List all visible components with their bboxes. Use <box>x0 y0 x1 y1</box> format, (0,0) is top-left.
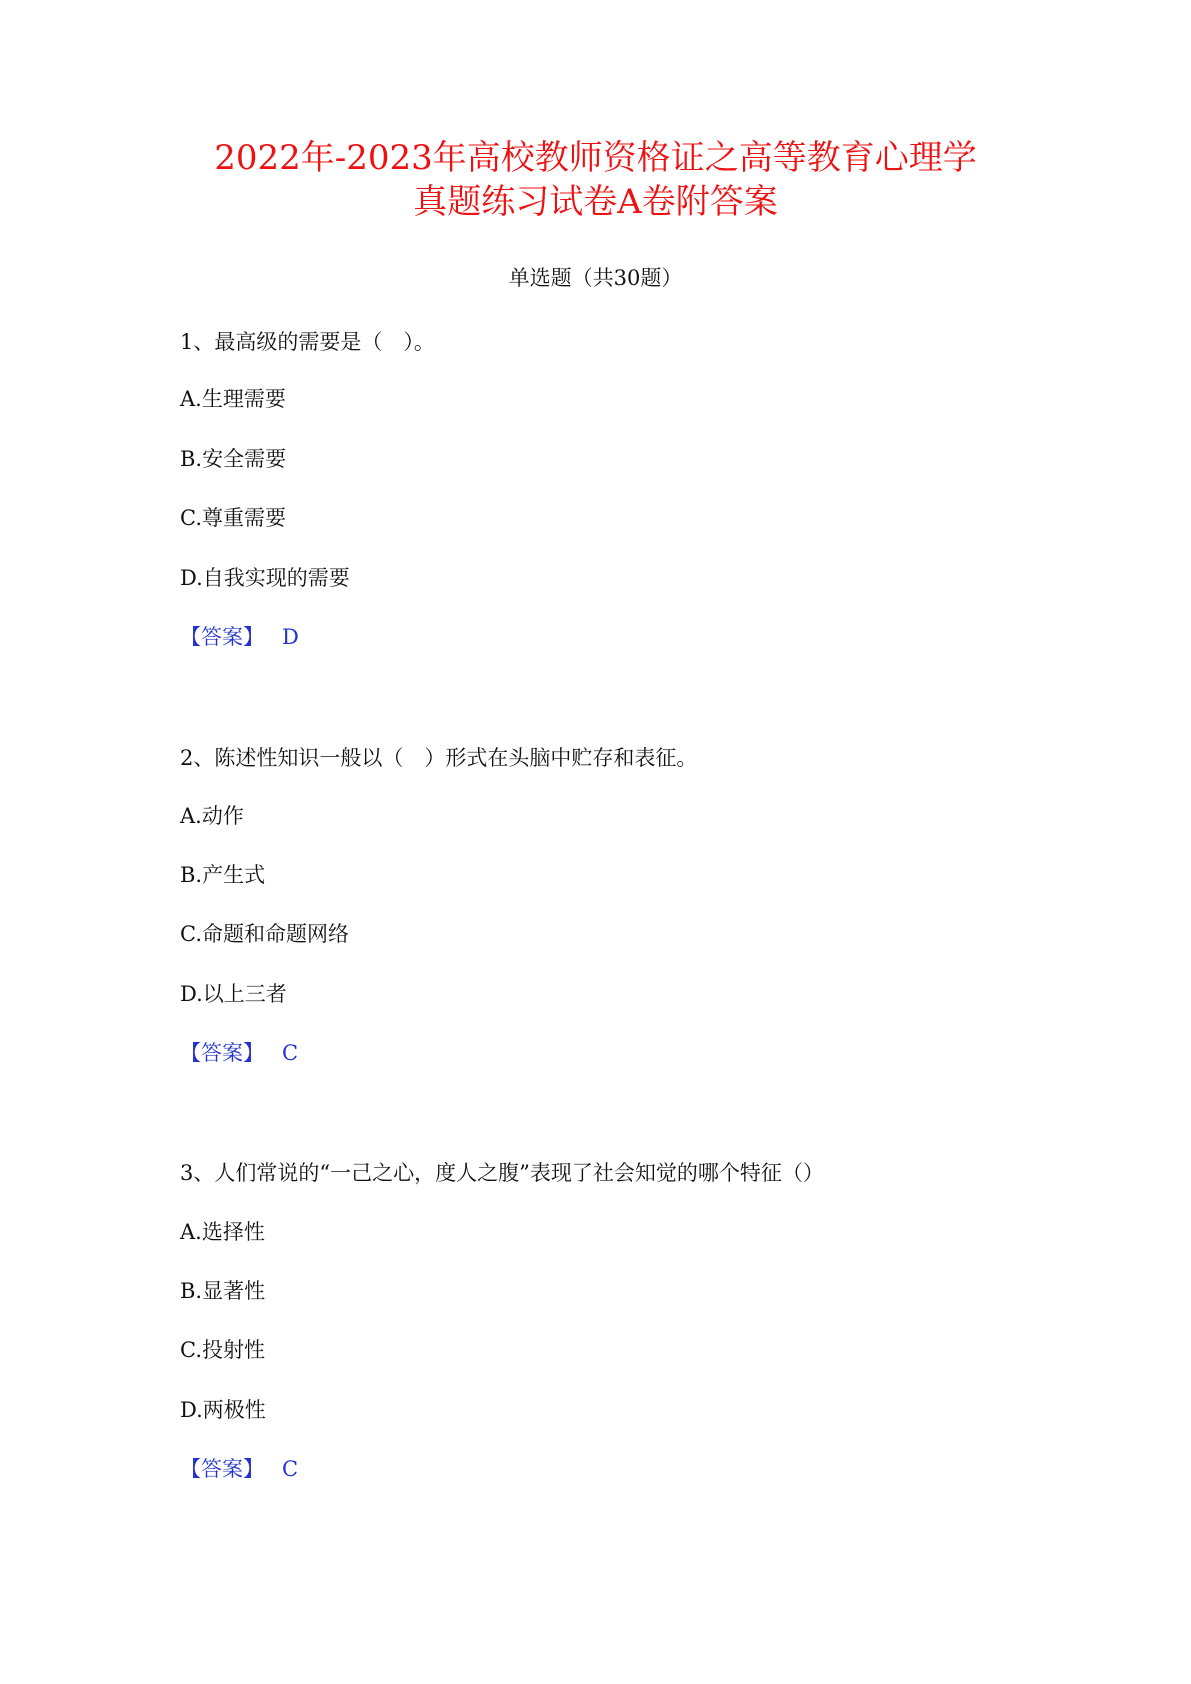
option-d: D.自我实现的需要 <box>180 566 350 590</box>
answer-line <box>180 1043 298 1064</box>
answer-label: 【答案】 <box>180 625 264 649</box>
answer-value: D <box>282 625 299 649</box>
answer-label: 【答案】 <box>180 1457 264 1481</box>
option-b: B.显著性 <box>180 1279 266 1303</box>
option-c: C.投射性 <box>180 1338 265 1362</box>
option-c: C.尊重需要 <box>180 506 286 530</box>
question-stem: 2、陈述性知识一般以（ ）形式在头脑中贮存和表征。 <box>180 746 698 770</box>
answer-line <box>180 627 299 648</box>
option-a: A.生理需要 <box>180 387 286 411</box>
question-stem: 1、最高级的需要是（ ）。 <box>180 330 435 354</box>
answer-label: 【答案】 <box>180 1041 264 1065</box>
answer-value: C <box>282 1457 299 1481</box>
option-d: D.两极性 <box>180 1398 266 1422</box>
option-a: A.选择性 <box>180 1220 265 1244</box>
option-d: D.以上三者 <box>180 982 287 1006</box>
document-title-line-2: 真题练习试卷A卷附答案 <box>413 182 778 222</box>
document-title-line-1: 2022年-2023年高校教师资格证之高等教育心理学 <box>214 138 977 178</box>
option-b: B.产生式 <box>180 863 266 887</box>
answer-value: C <box>282 1041 299 1065</box>
option-c: C.命题和命题网络 <box>180 922 349 946</box>
section-heading: 单选题（共30题） <box>508 266 683 290</box>
answer-line <box>180 1459 298 1480</box>
question-stem: 3、人们常说的“一己之心，度人之腹”表现了社会知觉的哪个特征（） <box>180 1161 824 1185</box>
option-b: B.安全需要 <box>180 447 287 471</box>
option-a: A.动作 <box>180 804 244 828</box>
